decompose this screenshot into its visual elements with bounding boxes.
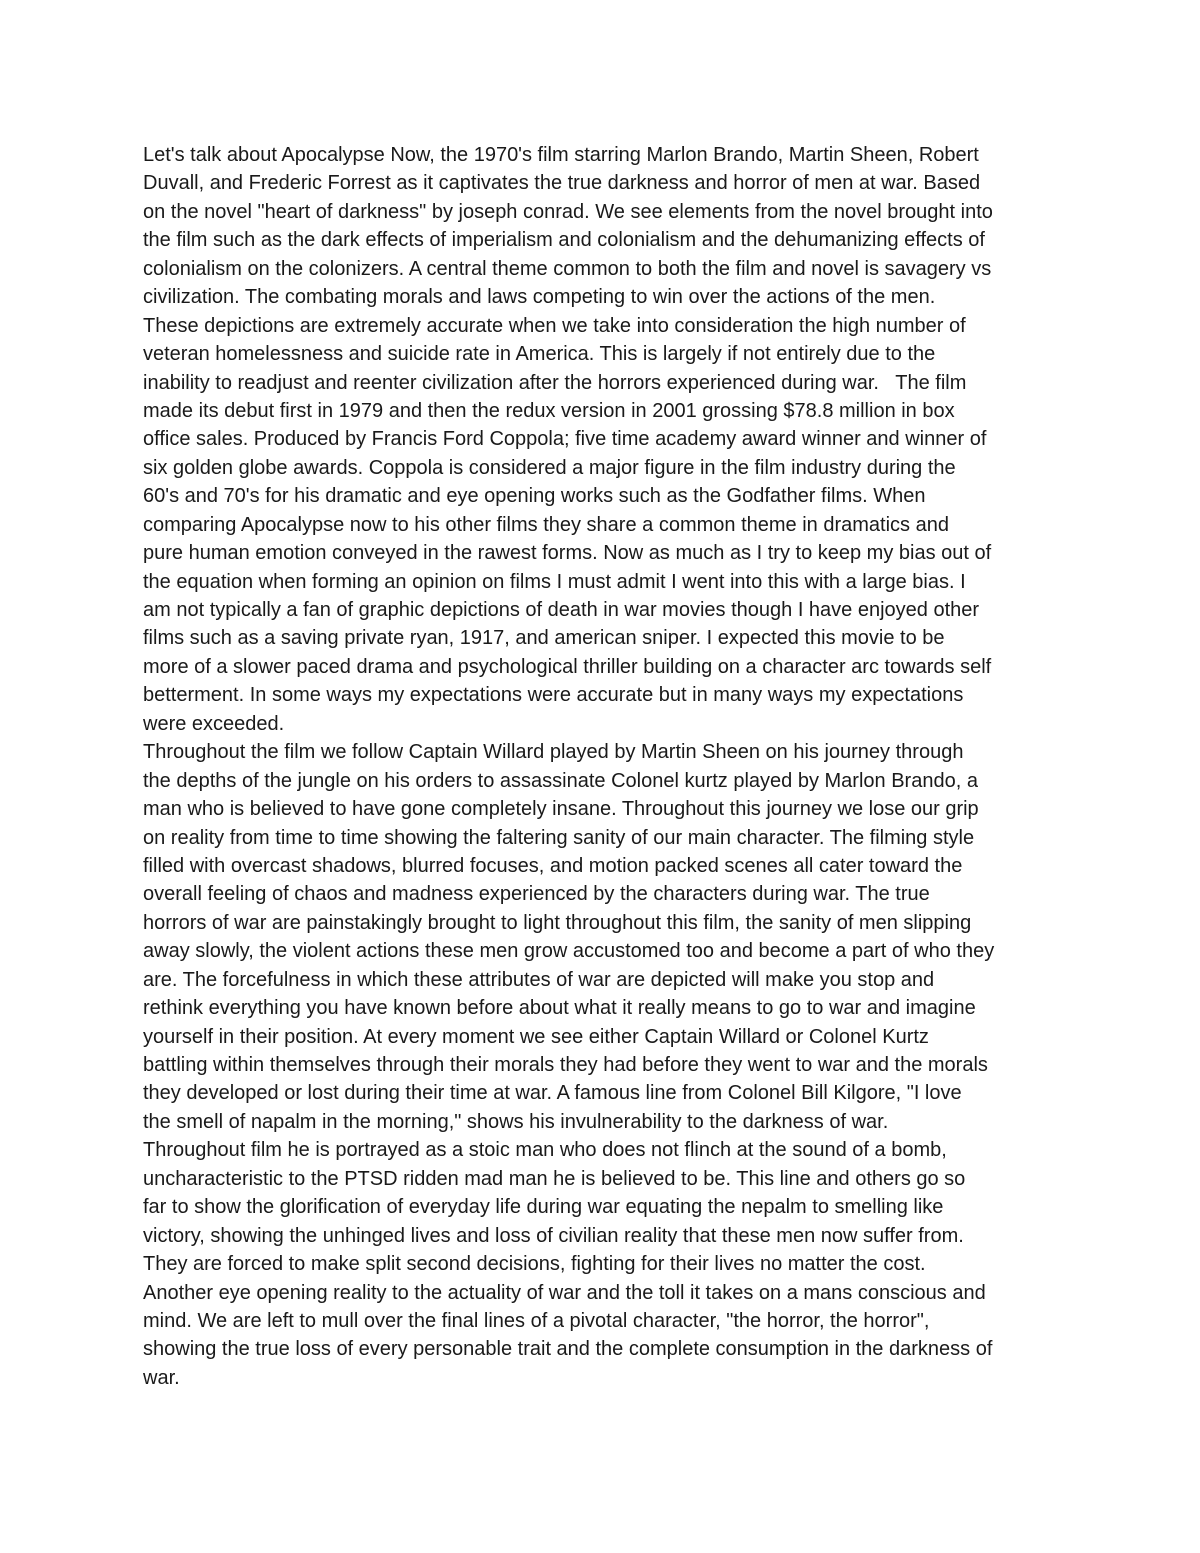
text-line: are. The forcefulness in which these attributes of war are depicted will make you stop and	[143, 968, 935, 991]
text-line: war.	[143, 1366, 180, 1389]
text-line: horrors of war are painstakingly brought to light throughout this film, the sanity of men slipping	[143, 911, 972, 934]
text-line: Another eye opening reality to the actuality of war and the toll it takes on a mans conscious and	[143, 1281, 986, 1304]
text-line: uncharacteristic to the PTSD ridden mad man he is believed to be. This line and others go so	[143, 1167, 966, 1190]
text-line: on reality from time to time showing the faltering sanity of our main character. The filming style	[143, 826, 975, 849]
text-line: the depths of the jungle on his orders to assassinate Colonel kurtz played by Marlon Brando, a	[143, 769, 978, 792]
text-line: they developed or lost during their time at war. A famous line from Colonel Bill Kilgore, "I love	[143, 1082, 962, 1105]
text-line: civilization. The combating morals and laws competing to win over the actions of the men.	[143, 286, 936, 309]
text-line: filled with overcast shadows, blurred focuses, and motion packed scenes all cater toward the	[143, 854, 963, 877]
text-line: betterment. In some ways my expectations were accurate but in many ways my expectations	[143, 684, 964, 707]
text-line: made its debut first in 1979 and then the redux version in 2001 grossing $78.8 million in box	[143, 399, 955, 422]
text-line: office sales. Produced by Francis Ford Coppola; five time academy award winner and winner of	[143, 428, 987, 451]
paragraph-2	[143, 738, 1063, 1392]
text-line: Duvall, and Frederic Forrest as it captivates the true darkness and horror of men at war. Based	[143, 172, 981, 195]
text-line: inability to readjust and reenter civilization after the horrors experienced during war. The film	[143, 371, 967, 394]
text-line: more of a slower paced drama and psychological thriller building on a character arc towards self	[143, 655, 992, 678]
paragraph-1	[143, 141, 1063, 738]
text-line: victory, showing the unhinged lives and loss of civilian reality that these men now suffer from.	[143, 1224, 964, 1247]
text-line: battling within themselves through their morals they had before they went to war and the morals	[143, 1054, 988, 1076]
text-line: man who is believed to have gone completely insane. Throughout this journey we lose our grip	[143, 798, 979, 821]
text-line: films such as a saving private ryan, 1917, and american sniper. I expected this movie to be	[143, 627, 945, 650]
text-line: veteran homelessness and suicide rate in America. This is largely if not entirely due to the	[143, 343, 936, 366]
text-line: Throughout the film we follow Captain Willard played by Martin Sheen on his journey through	[143, 741, 964, 764]
text-line: far to show the glorification of everyday life during war equating the nepalm to smelling like	[143, 1196, 944, 1219]
text-line: rethink everything you have known before about what it really means to go to war and imagine	[143, 997, 976, 1020]
text-line: pure human emotion conveyed in the rawest forms. Now as much as I try to keep my bias out of	[143, 542, 992, 565]
text-line: am not typically a fan of graphic depictions of death in war movies though I have enjoyed other	[143, 599, 980, 621]
text-line: Let's talk about Apocalypse Now, the 1970's film starring Marlon Brando, Martin Sheen, Robert	[143, 144, 979, 166]
text-line: 60's and 70's for his dramatic and eye opening works such as the Godfather films. When	[143, 485, 926, 508]
text-line: were exceeded.	[143, 712, 285, 735]
text-line: yourself in their position. At every moment we see either Captain Willard or Colonel Kurtz	[143, 1025, 929, 1048]
text-line: the smell of napalm in the morning," shows his invulnerability to the darkness of war.	[143, 1110, 889, 1133]
text-line: comparing Apocalypse now to his other films they share a common theme in dramatics and	[143, 513, 949, 536]
text-line: the film such as the dark effects of imperialism and colonialism and the dehumanizing effects of	[143, 229, 985, 252]
text-line: on the novel "heart of darkness" by joseph conrad. We see elements from the novel brought into	[143, 200, 993, 223]
text-line: They are forced to make split second decisions, fighting for their lives no matter the cost.	[143, 1253, 926, 1276]
text-line: colonialism on the colonizers. A central theme common to both the film and novel is savagery vs	[143, 257, 992, 280]
text-line: away slowly, the violent actions these men grow accustomed too and become a part of who they	[143, 940, 995, 963]
text-line: Throughout film he is portrayed as a stoic man who does not flinch at the sound of a bomb,	[143, 1139, 947, 1162]
essay-body	[143, 141, 1063, 1392]
text-line: These depictions are extremely accurate when we take into consideration the high number of	[143, 314, 966, 337]
text-line: mind. We are left to mull over the final lines of a pivotal character, "the horror, the horror",	[143, 1309, 930, 1332]
text-line: six golden globe awards. Coppola is considered a major figure in the film industry during the	[143, 456, 956, 479]
text-line: showing the true loss of every personable trait and the complete consumption in the darkness of	[143, 1338, 993, 1361]
text-line: overall feeling of chaos and madness experienced by the characters during war. The true	[143, 883, 930, 906]
text-line: the equation when forming an opinion on films I must admit I went into this with a large bias. I	[143, 570, 966, 593]
